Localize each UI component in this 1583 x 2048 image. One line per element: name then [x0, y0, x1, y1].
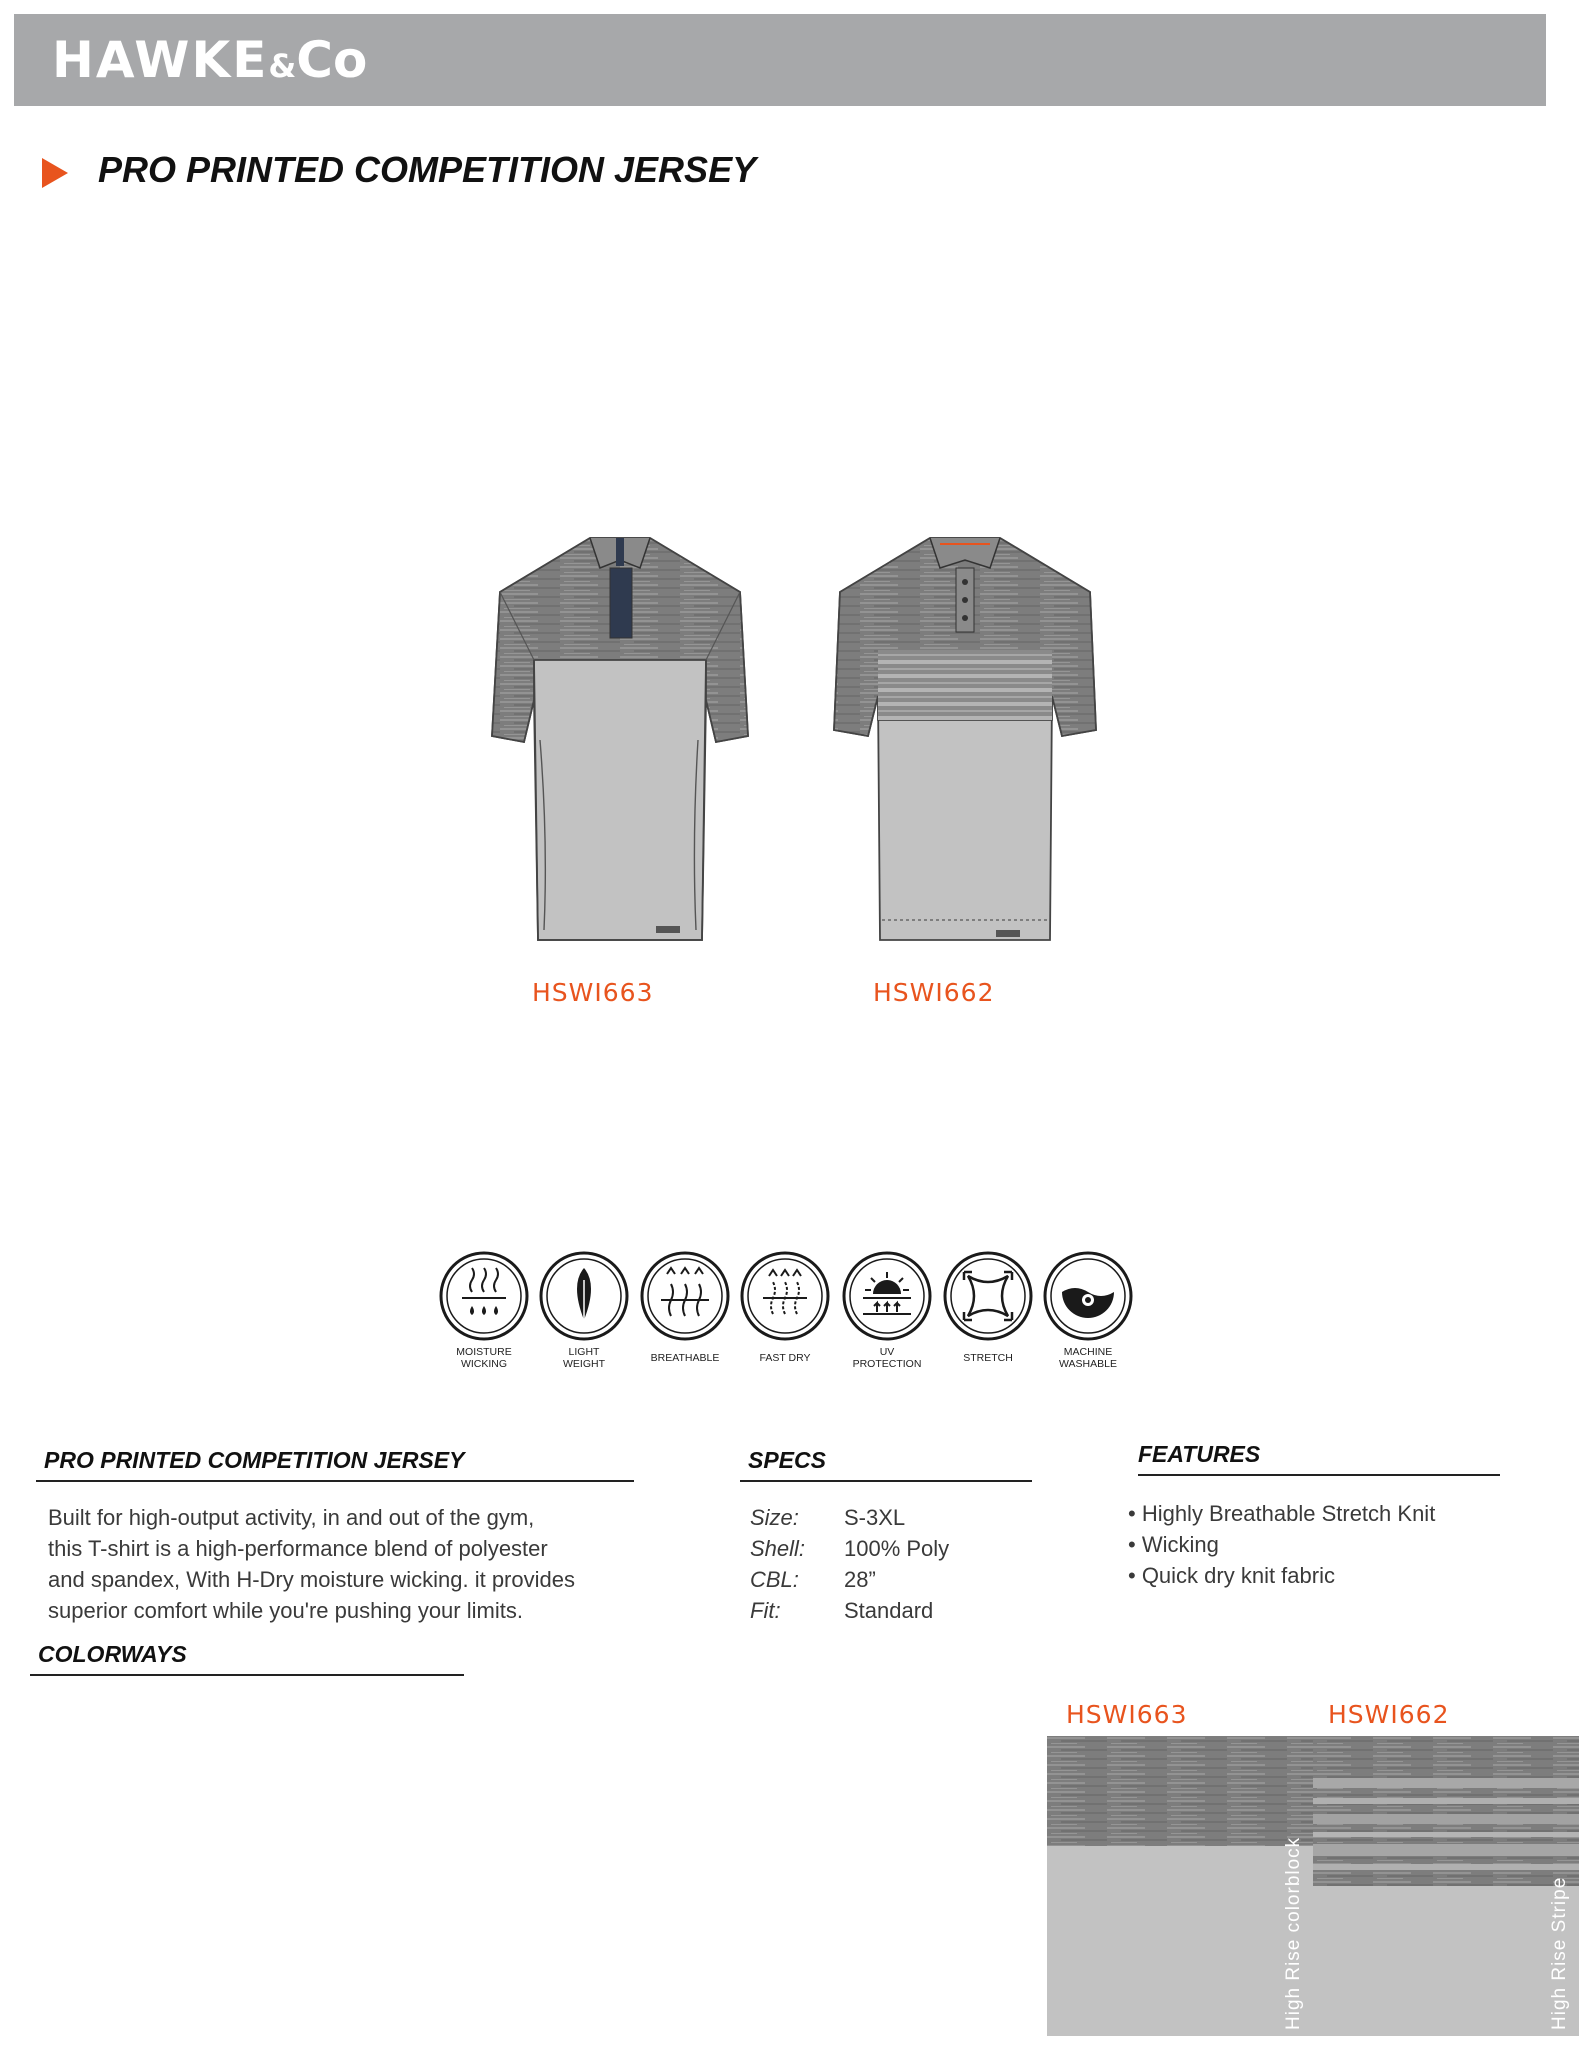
spec-row [750, 1502, 1050, 1533]
spec-key: Shell: [750, 1536, 806, 1561]
icon-label: UV PROTECTION [852, 1346, 922, 1370]
swatch-name: High Rise colorblock [1283, 1836, 1304, 2030]
description-line: this T-shirt is a high-performance blend of polyester [48, 1536, 548, 1561]
spec-value: Standard [844, 1598, 934, 1623]
icon-label: STRETCH [963, 1352, 1013, 1364]
uv-protection-icon [841, 1250, 933, 1342]
brand-logo: HAWKE&Co [52, 31, 368, 89]
features-rule [1138, 1474, 1500, 1476]
specs-heading: SPECS [748, 1447, 826, 1473]
feature-item: • Wicking [1128, 1532, 1219, 1557]
colorways-heading: COLORWAYS [38, 1641, 187, 1667]
swatch-hswi663 [1047, 1736, 1313, 2036]
stretch-icon [942, 1250, 1034, 1342]
feature-machine-washable [1041, 1250, 1135, 1370]
title-arrow-icon [42, 158, 68, 188]
feature-item: • Highly Breathable Stretch Knit [1128, 1501, 1436, 1526]
spec-key: Size: [750, 1505, 799, 1530]
swatch-hswi662 [1313, 1736, 1579, 2036]
spec-row [750, 1564, 1050, 1595]
feature-fast-dry [738, 1250, 832, 1364]
moisture-wicking-icon [438, 1250, 530, 1342]
product-code-hswi662: HSWI662 [873, 978, 995, 1007]
light-weight-icon [538, 1250, 630, 1342]
feature-breathable [638, 1250, 732, 1364]
feature-moisture-wicking [437, 1250, 531, 1370]
features-heading: FEATURES [1138, 1441, 1261, 1467]
spec-row [750, 1533, 1050, 1564]
swatch-name: High Rise Stripe [1549, 1876, 1570, 2030]
description-text [48, 1502, 688, 1626]
icon-label: MACHINE WASHABLE [1059, 1346, 1117, 1370]
icon-label: FAST DRY [759, 1352, 811, 1364]
spec-key: Fit: [750, 1598, 781, 1623]
specs-rule [740, 1480, 1032, 1482]
jersey-hswi663 [492, 538, 748, 940]
feature-uv-protection [840, 1250, 934, 1370]
spec-value: 28” [844, 1567, 876, 1592]
features-list [1128, 1498, 1435, 1591]
spec-value: S-3XL [844, 1505, 906, 1530]
description-rule [36, 1480, 634, 1482]
swatch-code-hswi663: HSWI663 [1066, 1700, 1188, 1729]
page-title: PRO PRINTED COMPETITION JERSEY [98, 149, 757, 190]
feature-item: • Quick dry knit fabric [1128, 1563, 1335, 1588]
description-line: and spandex, With H-Dry moisture wicking. it provides [48, 1567, 575, 1592]
spec-key: CBL: [750, 1567, 799, 1592]
swatch-code-hswi662: HSWI662 [1328, 1700, 1450, 1729]
spec-value: 100% Poly [844, 1536, 950, 1561]
fast-dry-icon [739, 1250, 831, 1342]
jersey-illustrations [440, 520, 1100, 980]
jersey-hswi662 [834, 538, 1096, 940]
swatch-stripe-pattern [1313, 1736, 1579, 1886]
swatch-heather-pattern [1047, 1736, 1313, 1846]
icon-label: MOISTURE WICKING [456, 1346, 512, 1370]
machine-washable-icon [1042, 1250, 1134, 1342]
breathable-icon [639, 1250, 731, 1342]
description-line: superior comfort while you're pushing your limits. [48, 1598, 523, 1623]
feature-stretch [941, 1250, 1035, 1364]
specs-table [750, 1502, 1050, 1626]
description-heading: PRO PRINTED COMPETITION JERSEY [44, 1447, 465, 1473]
colorways-rule [30, 1674, 464, 1676]
description-line: Built for high-output activity, in and out of the gym, [48, 1505, 535, 1530]
icon-label: BREATHABLE [650, 1352, 720, 1364]
product-code-hswi663: HSWI663 [532, 978, 654, 1007]
spec-row [750, 1595, 1050, 1626]
feature-light-weight [537, 1250, 631, 1370]
icon-label: LIGHT WEIGHT [563, 1346, 605, 1370]
